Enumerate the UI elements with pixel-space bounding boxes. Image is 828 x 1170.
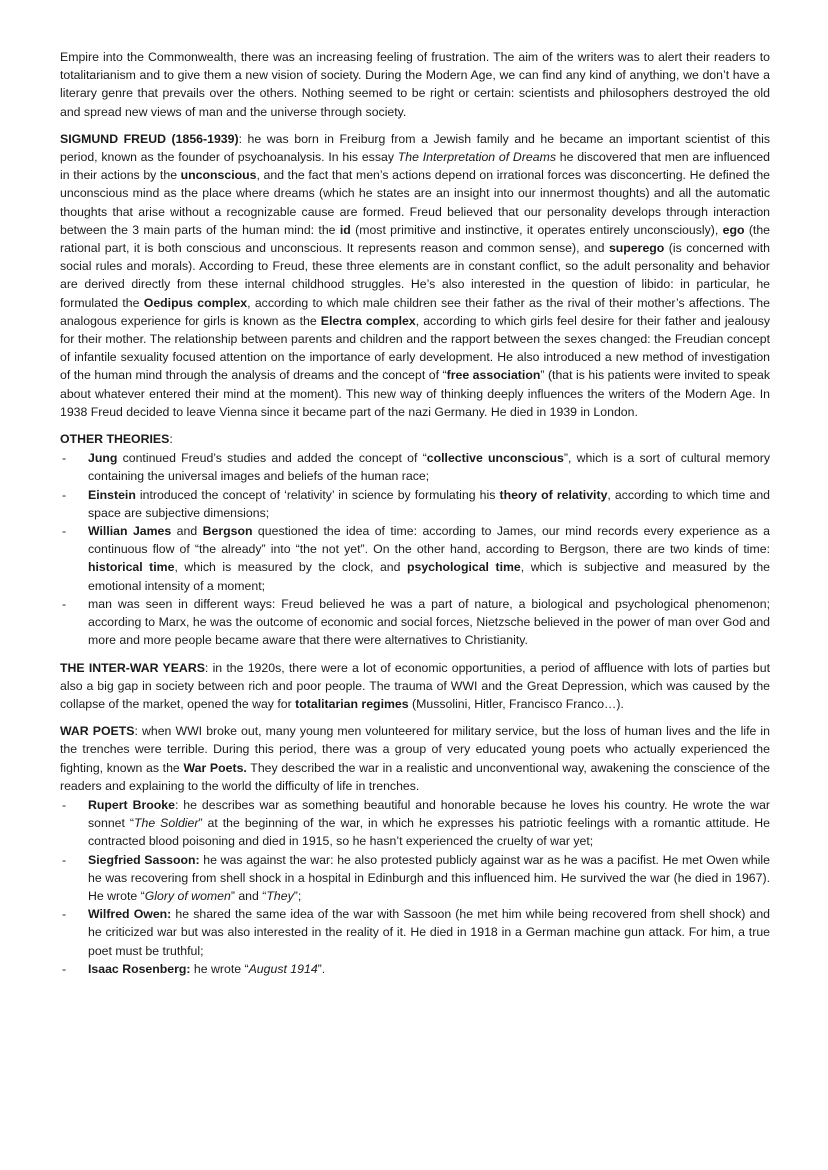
bold-term: SIGMUND FREUD (1856-1939) [60,131,239,146]
italic-title: The Interpretation of Dreams [397,150,556,165]
bold-term: Einstein [88,487,136,502]
text-run: , according to which girls feel desire for their father and jealousy for their mother. The relationship between parents and children and the rapport between the sexes changed: the Freudian concept of infantile sexuality focused attention on the importance of early development. He also introduced a new method of investigation of the human mind through the analysis of dreams and the concept of “ [60,313,770,383]
bold-term: Siegfried Sassoon: [88,852,200,867]
list-dash: - [62,797,67,812]
text-run: ” (that is his patients were invited to speak about whatever entered their mind at the moment). This new way of thinking deeply influences the writers of the Modern Age. In 1938 Freud decided to leave Vienna since it became part of the nazi Germany. He died in 1939 in London. [60,368,770,419]
bold-term: ego [722,222,745,237]
inter-war-paragraph [60,659,770,714]
text-run: and [171,524,203,539]
text-run: man was seen in different ways: Freud believed he was a part of nature, a biological and psychological phenomenon; according to Marx, he was the outcome of economic and social forces, Nietzsche believed in the power of man over God and more and more people became aware that there were alternatives to Christianity. [88,596,770,648]
list-dash: - [62,852,67,867]
poet-item [60,905,770,960]
bold-term: Electra complex [320,313,416,328]
bold-term: Rupert Brooke [88,797,175,812]
bold-term: Wilfred Owen: [88,907,172,922]
text-run: he shared the same idea of the war with Sassoon (he met him while being recovered from shell shock) and he criticized war but was also interested in the reality of it. He died in 1918 in a German machine gun attack. For him, a true poet must be truthful; [88,907,770,958]
list-dash: - [62,596,67,611]
bold-term: War Poets. [183,760,247,775]
list-dash: - [62,961,67,976]
bold-term: free association [446,368,541,383]
poet-item [60,851,770,906]
text-run: : he describes war as something beautiful and honorable because he loves his country. He wrote the war sonnet “ [88,797,771,831]
bold-term: unconscious [180,168,257,183]
text-run: continued Freud’s studies and added the concept of “ [117,451,427,466]
freud-paragraph [60,130,770,421]
text-run: Empire into the Commonwealth, there was an increasing feeling of frustration. The aim of the writers was to alert their readers to totalitarianism and to give them a new vision of society. During the Modern Age, we can find any kind of anything, we don’t have a literary genre that prevails over the others. Nothing seemed to be right or certain: scientists and philosophers destroyed the old and spread new views of man and the universe through society. [60,50,770,119]
bold-term: Oedipus complex [143,295,248,310]
bold-term: Isaac Rosenberg: [88,961,191,976]
poet-item [60,960,770,978]
intro-paragraph [60,48,770,121]
text-run: he discovered that men are influenced in their actions by the [60,150,770,183]
text-run: ” and “ [230,888,267,903]
text-run: (Mussolini, Hitler, Francisco Franco…). [408,696,624,711]
bold-term: totalitarian regimes [295,696,409,711]
list-dash: - [62,451,67,466]
text-run: : he was born in Freiburg from a Jewish family and he became an important scientist of this period, known as the founder of psychoanalysis. In his essay [60,131,770,165]
war-poets-list [60,796,770,978]
bold-term: superego [608,241,665,256]
text-run: ”; [293,888,302,903]
theory-item [60,522,770,595]
bold-term: Jung [88,451,118,466]
text-run: , and the fact that men’s actions depend on irrational forces was disconcerting. He defined the unconscious mind as the place where dreams (which he states are an insight into our innermost thoughts) and all the automatic thoughts that arise without a recognizable cause are formed. Freud believed that our personality develops through interaction between the 3 main parts of the human mind: the [60,168,770,237]
text-run: , which is subjective and measured by the emotional intensity of a moment; [88,560,771,593]
bold-term: psychological time [406,560,521,575]
bold-term: Bergson [202,524,253,539]
text-run: They described the war in a realistic and unconventional way, awakening the conscience of the readers and explaining to the world the difficulty of life in trenches. [60,760,771,793]
italic-title: Glory of women [144,888,231,903]
bold-term: THE INTER-WAR YEARS [60,660,205,675]
text-run: , according to which time and space are subjective dimensions; [88,487,770,520]
bold-term: historical time [88,560,175,575]
text-run: questioned the idea of time: according to James, our mind records every experience as a continuous flow of “the already” into “the not yet”. On the other hand, according to Bergson, there are two kinds of time: [88,524,770,557]
war-poets-paragraph [60,722,770,795]
text-run: ” at the beginning of the war, in which he expresses his patriotic feelings with a romantic attitude. He contracted blood poisoning and died in 1915, so he hasn’t experienced the cruelty of war yet; [88,816,770,849]
theory-item [60,595,770,650]
bold-term: theory of relativity [499,487,608,502]
text-run: (is concerned with social rules and morals). According to Freud, these three elements are in constant conflict, so the adult personality and behavior are derived directly from these internal childhood struggles. He’s also interested in the question of libido: in particular, he formulated the [60,241,770,310]
theory-item [60,486,770,522]
bold-term: collective unconscious [426,451,564,466]
other-theories-list [60,449,770,649]
list-dash: - [62,524,67,539]
text-run: (most primitive and instinctive, it operates entirely unconsciously), [350,222,723,237]
bold-term: Willian James [88,524,172,539]
text-run: he wrote “ [190,961,249,976]
text-run: : when WWI broke out, many young men volunteered for military service, but the loss of human lives and the life in the trenches were terrible. During this period, there was a group of very educated young poets who actually experienced the fighting, known as the [60,724,770,775]
text-run: ”, which is a sort of cultural memory containing the universal images and beliefs of the human race; [88,451,770,484]
list-dash: - [62,907,67,922]
other-theories-heading [60,430,770,448]
bold-term: id [339,222,351,237]
italic-title: They [266,888,294,903]
bold-term: OTHER THEORIES [60,432,170,447]
theory-item [60,449,770,485]
italic-title: The Soldier [134,816,199,831]
text-run: : [169,432,173,447]
text-run: , according to which male children see their father as the rival of their mother’s affections. The analogous experience for girls is known as the [60,295,770,328]
text-run: he was against the war: he also protested publicly against war as he was a pacifist. He met Owen while he was recovering from shell shock in a hospital in Edinburgh and this influenced him. He survived the war (he died in 1967). He wrote “ [88,852,770,903]
text-run: , which is measured by the clock, and [174,560,407,575]
text-run: (the rational part, it is both conscious and unconscious. It represents reason and common sense), and [60,222,771,256]
text-run: : in the 1920s, there were a lot of economic opportunities, a period of affluence with lots of parties but also a big gap in society between rich and poor people. The trauma of WWI and the Great Depression, which was caused by the collapse of the market, opened the way for [60,660,770,711]
italic-title: August 1914 [248,961,318,976]
bold-term: WAR POETS [60,724,135,739]
list-dash: - [62,487,67,502]
poet-item [60,796,770,851]
text-run: introduced the concept of ‘relativity’ in science by formulating his [135,487,500,502]
text-run: ”. [317,961,326,976]
